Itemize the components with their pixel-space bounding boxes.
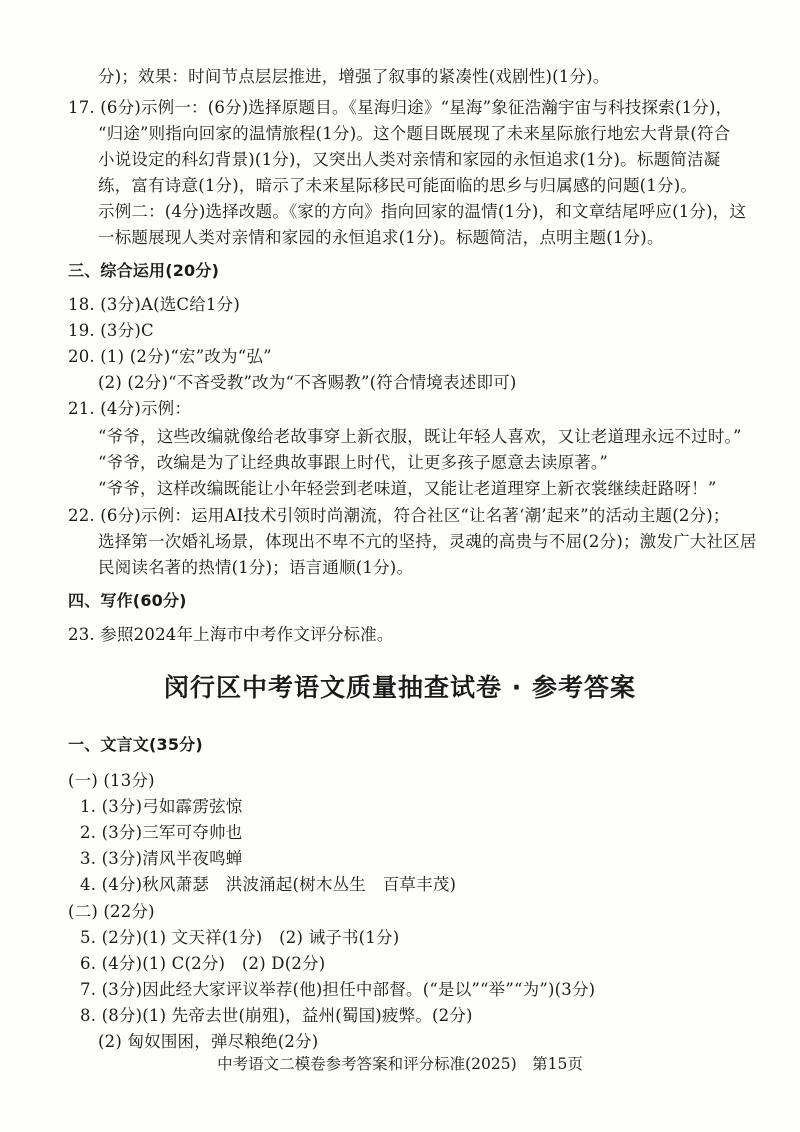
q21-example-3: “爷爷，这样改编既能让小年轻尝到老味道，又能让老道理穿上新衣裳继续赶路呀！” [98,479,717,498]
q17-line-1: 17. (6分)示例一：(6分)选择原题目。《星海归途》“星海”象征浩瀚宇宙与科技探索(1分)， [68,98,733,117]
part-1-item-3: 3. (3分)清风半夜鸣蝉 [80,849,243,868]
part-2-heading: (二) (22分) [68,902,155,921]
q20-answer-1: 20. (1) (2分)“宏”改为“弘” [68,347,272,366]
part-2-item-6: 6. (4分)(1) C(2分) (2) D(2分) [80,954,326,973]
part-2-item-8: 8. (8分)(1) 先帝去世(崩殂)，益州(蜀国)疲弊。(2分) [80,1006,473,1025]
answer-key-title: 闵行区中考语文质量抽查试卷 · 参考答案 [164,673,636,702]
q23-answer: 23. 参照2024年上海市中考作文评分标准。 [68,625,394,644]
page-footer: 中考语文二模卷参考答案和评分标准(2025) 第15页 [217,1055,583,1073]
q17-line-4: 练，富有诗意(1分)，暗示了未来星际移民可能面临的思乡与归属感的问题(1分)。 [98,176,698,195]
q17-line-6: 一标题展现人类对亲情和家园的永恒追求(1分)。标题简洁，点明主题(1分)。 [98,228,664,247]
q21-answer: 21. (4分)示例： [68,399,192,418]
q21-example-2: “爷爷，改编是为了让经典故事跟上时代，让更多孩子愿意去读原著。” [98,453,609,472]
q21-example-1: “爷爷，这些改编就像给老故事穿上新衣服，既让年轻人喜欢，又让老道理永远不过时。” [98,427,742,446]
q22-line-2: 选择第一次婚礼场景，体现出不卑不亢的坚持，灵魂的高贵与不屈(2分)；激发广大社区居 [98,532,757,551]
q22-line-1: 22. (6分)示例：运用AI技术引领时尚潮流，符合社区“让名著‘潮’起来”的活动主题(2分)； [68,506,730,525]
q17-line-3: 小说设定的科幻背景)(1分)，又突出人类对亲情和家园的永恒追求(1分)。标题简洁凝 [98,150,721,169]
q16-tail-line: 分)；效果：时间节点层层推进，增强了叙事的紧凑性(戏剧性)(1分)。 [98,67,610,86]
q19-answer: 19. (3分)C [68,321,154,340]
part-2-item-5: 5. (2分)(1) 文天祥(1分) (2) 诫子书(1分) [80,928,400,947]
part-1-item-4: 4. (4分)秋风萧瑟 洪波涌起(树木丛生 百草丰茂) [80,875,457,894]
q20-answer-2: (2) (2分)“不吝受教”改为“不吝赐教”(符合情境表述即可) [98,373,517,392]
part-1-item-2: 2. (3分)三军可夺帅也 [80,823,243,842]
part-2-item-8b: (2) 匈奴围困，弹尽粮绝(2分) [98,1032,319,1051]
q22-line-3: 民阅读名著的热情(1分)；语言通顺(1分)。 [98,558,414,577]
q18-answer: 18. (3分)A(选C给1分) [68,295,240,314]
q17-line-5: 示例二：(4分)选择改题。《家的方向》指向回家的温情(1分)，和文章结尾呼应(1分)，这 [98,202,747,221]
section-1-heading: 一、文言文(35分) [68,735,203,754]
q17-line-2: “归途”则指向回家的温情旅程(1分)。这个题目既展现了未来星际旅行地宏大背景(符合 [98,124,731,143]
part-1-item-1: 1. (3分)弓如霹雳弦惊 [80,797,243,816]
section-4-heading: 四、写作(60分) [68,591,187,610]
part-1-heading: (一) (13分) [68,771,155,790]
section-3-heading: 三、综合运用(20分) [68,261,220,280]
part-2-item-7: 7. (3分)因此经大家评议举荐(他)担任中部督。(“是以”“举”“为”)(3分) [80,980,596,999]
